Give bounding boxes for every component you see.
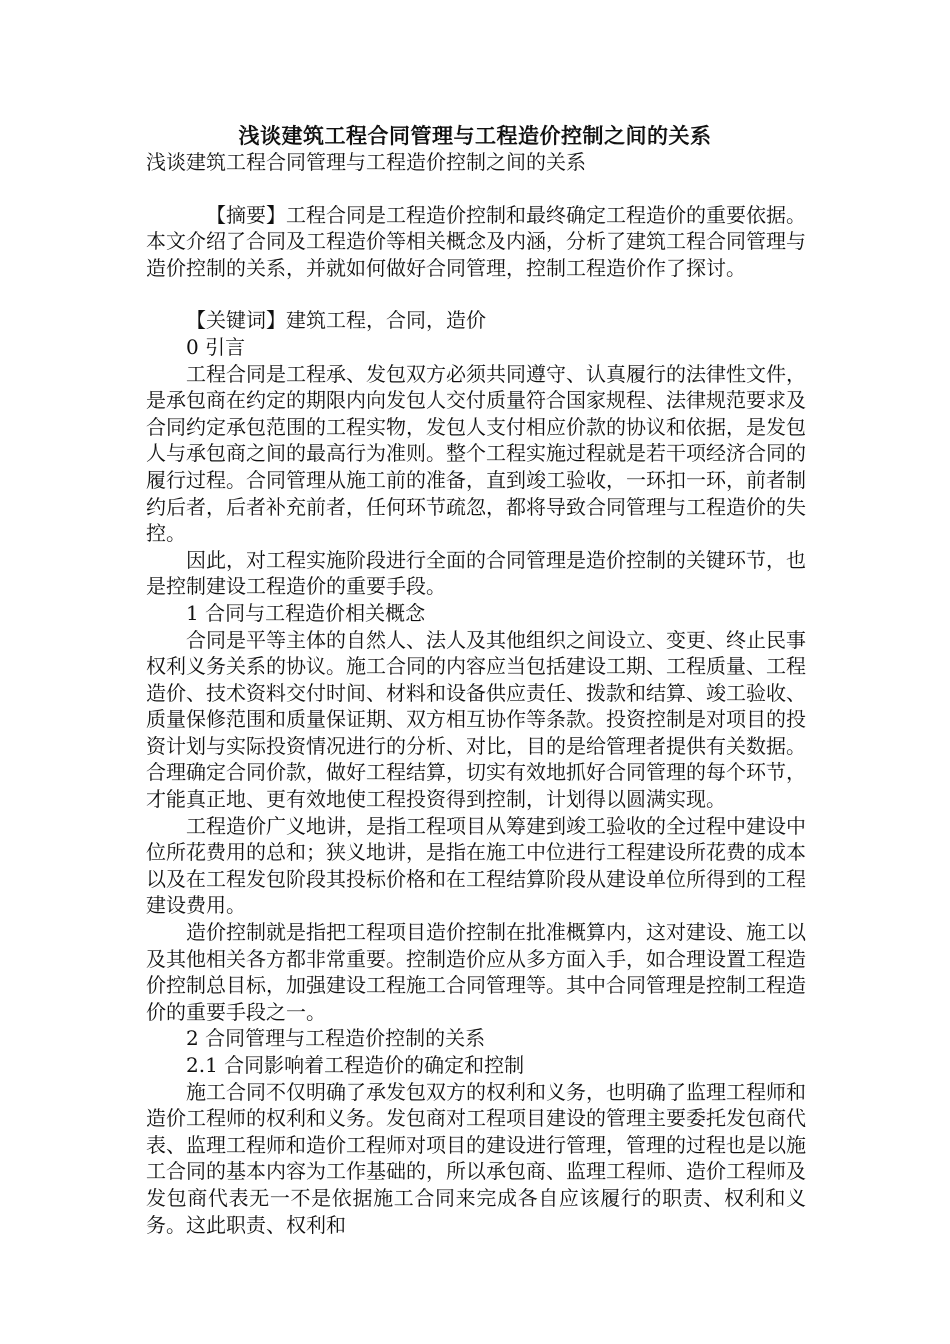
document-title: 浅谈建筑工程合同管理与工程造价控制之间的关系	[238, 124, 712, 148]
body-paragraph: 合同是平等主体的自然人、法人及其他组织之间设立、变更、终止民事权利义务关系的协议。施工合同的内容应当包括建设工期、工程质量、工程造价、技术资料交付时间、材料和设备供应责任、拨款和结算、竣工验收、质量保修范围和质量保证期、双方相互协作等条款。投资控制是对项目的投资计划与实际投资情况进行的分析、对比，目的是给管理者提供有关数据。合理确定合同价款，做好工程结算，切实有效地抓好合同管理的每个环节，才能真正地、更有效地使工程投资得到控制，计划得以圆满实现。	[146, 627, 806, 812]
document-subtitle: 浅谈建筑工程合同管理与工程造价控制之间的关系	[146, 150, 586, 174]
body-paragraph: 施工合同不仅明确了承发包双方的权利和义务，也明确了监理工程师和造价工程师的权利和义务。发包商对工程项目建设的管理主要委托发包商代表、监理工程师和造价工程师对项目的建设进行管理，管理的过程也是以施工合同的基本内容为工作基础的，所以承包商、监理工程师、造价工程师及发包商代表无一不是依据施工合同来完成各自应该履行的职责、权利和义务。这此职责、权利和	[146, 1079, 806, 1237]
abstract-paragraph: 【摘要】工程合同是工程造价控制和最终确定工程造价的重要依据。本文介绍了合同及工程造价等相关概念及内涵，分析了建筑工程合同管理与造价控制的关系，并就如何做好合同管理，控制工程造价作了探讨。	[146, 202, 806, 280]
document-body	[146, 149, 806, 1238]
section-heading-0: 0 引言	[186, 334, 246, 359]
keywords-paragraph: 【关键词】建筑工程，合同，造价	[186, 308, 486, 333]
section-heading-2: 2 合同管理与工程造价控制的关系	[186, 1026, 486, 1051]
section-heading-2-1: 2.1 合同影响着工程造价的确定和控制	[186, 1053, 525, 1077]
body-paragraph: 工程造价广义地讲，是指工程项目从筹建到竣工验收的全过程中建设中位所花费用的总和；狭义地讲，是指在施工中位进行工程建设所花费的成本以及在工程发包阶段其投标价格和在工程结算阶段从建设单位所得到的工程建设费用。	[146, 813, 806, 918]
body-paragraph: 造价控制就是指把工程项目造价控制在批准概算内，这对建设、施工以及其他相关各方都非常重要。控制造价应从多方面入手，如合理设置工程造价控制总目标，加强建设工程施工合同管理等。其中合同管理是控制工程造价的重要手段之一。	[146, 920, 806, 1024]
body-paragraph: 工程合同是工程承、发包双方必须共同遵守、认真履行的法律性文件，是承包商在约定的期限内向发包人交付质量符合国家规程、法律规范要求及合同约定承包范围的工程实物，发包人支付相应价款的协议和依据，是发包人与承包商之间的最高行为准则。整个工程实施过程就是若干项经济合同的履行过程。合同管理从施工前的准备，直到竣工验收，一环扣一环，前者制约后者，后者补充前者，任何环节疏忽，都将导致合同管理与工程造价的失控。	[146, 361, 806, 546]
body-paragraph: 因此，对工程实施阶段进行全面的合同管理是造价控制的关键环节，也是控制建设工程造价的重要手段。	[146, 547, 806, 599]
section-heading-1: 1 合同与工程造价相关概念	[186, 600, 426, 625]
